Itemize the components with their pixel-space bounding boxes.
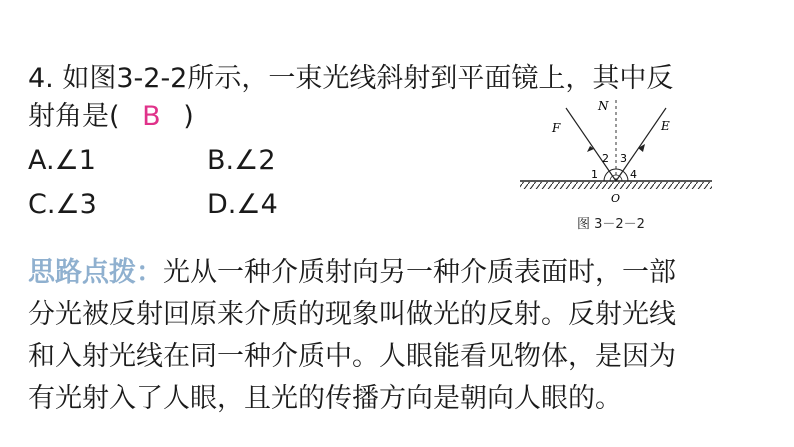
mirror-hatching: [520, 182, 712, 189]
label-e: E: [661, 119, 670, 133]
incident-arrow: [638, 144, 645, 152]
reflection-diagram: [516, 96, 716, 236]
option-c: [28, 188, 97, 222]
answer-mark: B: [142, 101, 161, 132]
hint-line-3: 和入射光线在同一种介质中。人眼能看见物体，是因为: [28, 341, 676, 372]
question-line-2: [28, 100, 194, 134]
question-stem-end: 射角是(: [28, 101, 120, 132]
label-n: N: [598, 99, 609, 113]
label-f: F: [552, 121, 561, 135]
figure-caption: 图 3－2－2: [577, 217, 645, 232]
hint-text-1: 光从一种介质射向另一种介质表面时，一部: [163, 257, 676, 288]
option-a: [28, 144, 96, 178]
option-d-value: ∠4: [236, 189, 278, 220]
label-angle-1: 1: [591, 168, 598, 181]
label-o: O: [611, 192, 621, 205]
option-b-value: ∠2: [234, 145, 276, 176]
label-angle-2: 2: [602, 152, 609, 165]
option-b: [207, 144, 276, 178]
label-angle-4: 4: [630, 168, 637, 181]
hint-line-4: 有光射入了人眼，且光的传播方向是朝向人眼的。: [28, 383, 622, 414]
question-close-paren: ): [183, 101, 194, 132]
hint-line-2: 分光被反射回原来介质的现象叫做光的反射。反射光线: [28, 299, 676, 330]
incident-ray: [616, 108, 666, 181]
option-d-label: D.: [207, 189, 237, 220]
hint-line-1: [28, 256, 676, 290]
question-line-1: 4. 如图3-2-2所示，一束光线斜射到平面镜上，其中反: [28, 63, 674, 94]
option-a-value: ∠1: [54, 145, 96, 176]
hint-label: 思路点拨：: [28, 257, 163, 288]
option-d: [207, 188, 278, 222]
option-c-value: ∠3: [55, 189, 97, 220]
option-b-label: B.: [207, 145, 235, 176]
label-angle-3: 3: [620, 152, 627, 165]
option-c-label: C.: [28, 189, 56, 220]
option-a-label: A.: [28, 145, 55, 176]
